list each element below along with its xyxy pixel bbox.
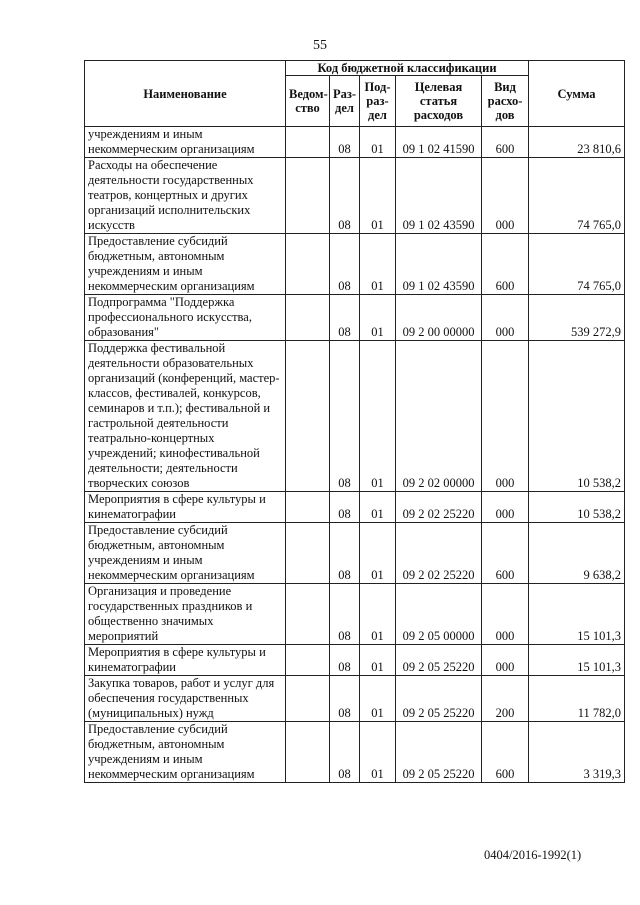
header-classification-group: Код бюджетной классификации <box>286 61 529 76</box>
row-amount: 3 319,3 <box>529 722 625 783</box>
row-name: Закупка товаров, работ и услуг для обеспечения государственных (муниципальных) нужд <box>85 676 286 722</box>
row-target: 09 2 00 00000 <box>396 295 482 341</box>
row-amount: 10 538,2 <box>529 492 625 523</box>
row-expense-type: 000 <box>482 492 529 523</box>
row-department <box>286 722 330 783</box>
row-target: 09 2 02 25220 <box>396 492 482 523</box>
budget-table <box>84 60 625 783</box>
row-department <box>286 158 330 234</box>
row-section: 08 <box>330 676 360 722</box>
row-expense-type: 000 <box>482 158 529 234</box>
row-subsection: 01 <box>360 492 396 523</box>
row-name: Предоставление субсидий бюджетным, автономным учреждениям и иным некоммерческим организациям <box>85 722 286 783</box>
row-department <box>286 234 330 295</box>
row-subsection: 01 <box>360 234 396 295</box>
table-row <box>85 722 625 783</box>
table-row <box>85 645 625 676</box>
row-subsection: 01 <box>360 523 396 584</box>
row-subsection: 01 <box>360 158 396 234</box>
row-department <box>286 676 330 722</box>
table-row <box>85 127 625 158</box>
row-subsection: 01 <box>360 722 396 783</box>
row-section: 08 <box>330 523 360 584</box>
table-row <box>85 234 625 295</box>
row-department <box>286 523 330 584</box>
row-section: 08 <box>330 341 360 492</box>
header-subsection: Под-раз-дел <box>360 76 396 127</box>
row-section: 08 <box>330 158 360 234</box>
row-expense-type: 600 <box>482 722 529 783</box>
header-amount: Сумма <box>529 61 625 127</box>
row-department <box>286 492 330 523</box>
row-subsection: 01 <box>360 295 396 341</box>
row-name: Предоставление субсидий бюджетным, автономным учреждениям и иным некоммерческим организациям <box>85 523 286 584</box>
row-subsection: 01 <box>360 341 396 492</box>
row-amount: 74 765,0 <box>529 158 625 234</box>
row-expense-type: 600 <box>482 523 529 584</box>
table-row <box>85 584 625 645</box>
row-subsection: 01 <box>360 645 396 676</box>
row-amount: 74 765,0 <box>529 234 625 295</box>
row-name: Мероприятия в сфере культуры и кинематографии <box>85 645 286 676</box>
row-amount: 539 272,9 <box>529 295 625 341</box>
row-subsection: 01 <box>360 127 396 158</box>
row-target: 09 2 05 25220 <box>396 645 482 676</box>
row-department <box>286 584 330 645</box>
table-row <box>85 492 625 523</box>
header-expense-type: Вид расхо-дов <box>482 76 529 127</box>
row-target: 09 2 05 25220 <box>396 722 482 783</box>
row-target: 09 2 05 25220 <box>396 676 482 722</box>
row-section: 08 <box>330 234 360 295</box>
row-section: 08 <box>330 295 360 341</box>
row-department <box>286 341 330 492</box>
header-name: Наименование <box>85 61 286 127</box>
row-department <box>286 645 330 676</box>
document-code: 0404/2016-1992(1) <box>484 848 582 862</box>
row-subsection: 01 <box>360 584 396 645</box>
page-number: 55 <box>313 38 327 53</box>
row-subsection: 01 <box>360 676 396 722</box>
row-section: 08 <box>330 127 360 158</box>
row-expense-type: 000 <box>482 645 529 676</box>
row-target: 09 1 02 41590 <box>396 127 482 158</box>
row-amount: 23 810,6 <box>529 127 625 158</box>
row-name: Расходы на обеспечение деятельности государственных театров, концертных и других организаций исполнительских искусств <box>85 158 286 234</box>
row-name: Предоставление субсидий бюджетным, автономным учреждениям и иным некоммерческим организациям <box>85 234 286 295</box>
row-name: учреждениям и иным некоммерческим организациям <box>85 127 286 158</box>
row-amount: 11 782,0 <box>529 676 625 722</box>
table-row <box>85 341 625 492</box>
row-expense-type: 200 <box>482 676 529 722</box>
header-section: Раз-дел <box>330 76 360 127</box>
row-section: 08 <box>330 722 360 783</box>
header-department: Ведом-ство <box>286 76 330 127</box>
row-target: 09 1 02 43590 <box>396 158 482 234</box>
table-body <box>85 127 625 783</box>
row-expense-type: 600 <box>482 127 529 158</box>
row-expense-type: 000 <box>482 341 529 492</box>
table-row <box>85 158 625 234</box>
row-expense-type: 000 <box>482 295 529 341</box>
table-row <box>85 295 625 341</box>
row-section: 08 <box>330 645 360 676</box>
row-name: Подпрограмма "Поддержка профессионального искусства, образования" <box>85 295 286 341</box>
row-target: 09 2 05 00000 <box>396 584 482 645</box>
row-amount: 15 101,3 <box>529 645 625 676</box>
row-amount: 15 101,3 <box>529 584 625 645</box>
table-row <box>85 523 625 584</box>
row-name: Поддержка фестивальной деятельности образовательных организаций (конференций, мастер-классов, фестивалей, конкурсов, семинаров и т.п.); фестивальной и гастрольной деятельности театрально-концертных учреждений; кинофестивальной деятельности; деятельности творческих союзов <box>85 341 286 492</box>
row-section: 08 <box>330 492 360 523</box>
row-amount: 10 538,2 <box>529 341 625 492</box>
row-target: 09 2 02 00000 <box>396 341 482 492</box>
row-section: 08 <box>330 584 360 645</box>
row-department <box>286 127 330 158</box>
row-department <box>286 295 330 341</box>
row-amount: 9 638,2 <box>529 523 625 584</box>
row-name: Мероприятия в сфере культуры и кинематографии <box>85 492 286 523</box>
row-expense-type: 000 <box>482 584 529 645</box>
row-expense-type: 600 <box>482 234 529 295</box>
row-target: 09 1 02 43590 <box>396 234 482 295</box>
header-target: Целевая статья расходов <box>396 76 482 127</box>
table-row <box>85 676 625 722</box>
row-name: Организация и проведение государственных праздников и общественно значимых мероприятий <box>85 584 286 645</box>
row-target: 09 2 02 25220 <box>396 523 482 584</box>
